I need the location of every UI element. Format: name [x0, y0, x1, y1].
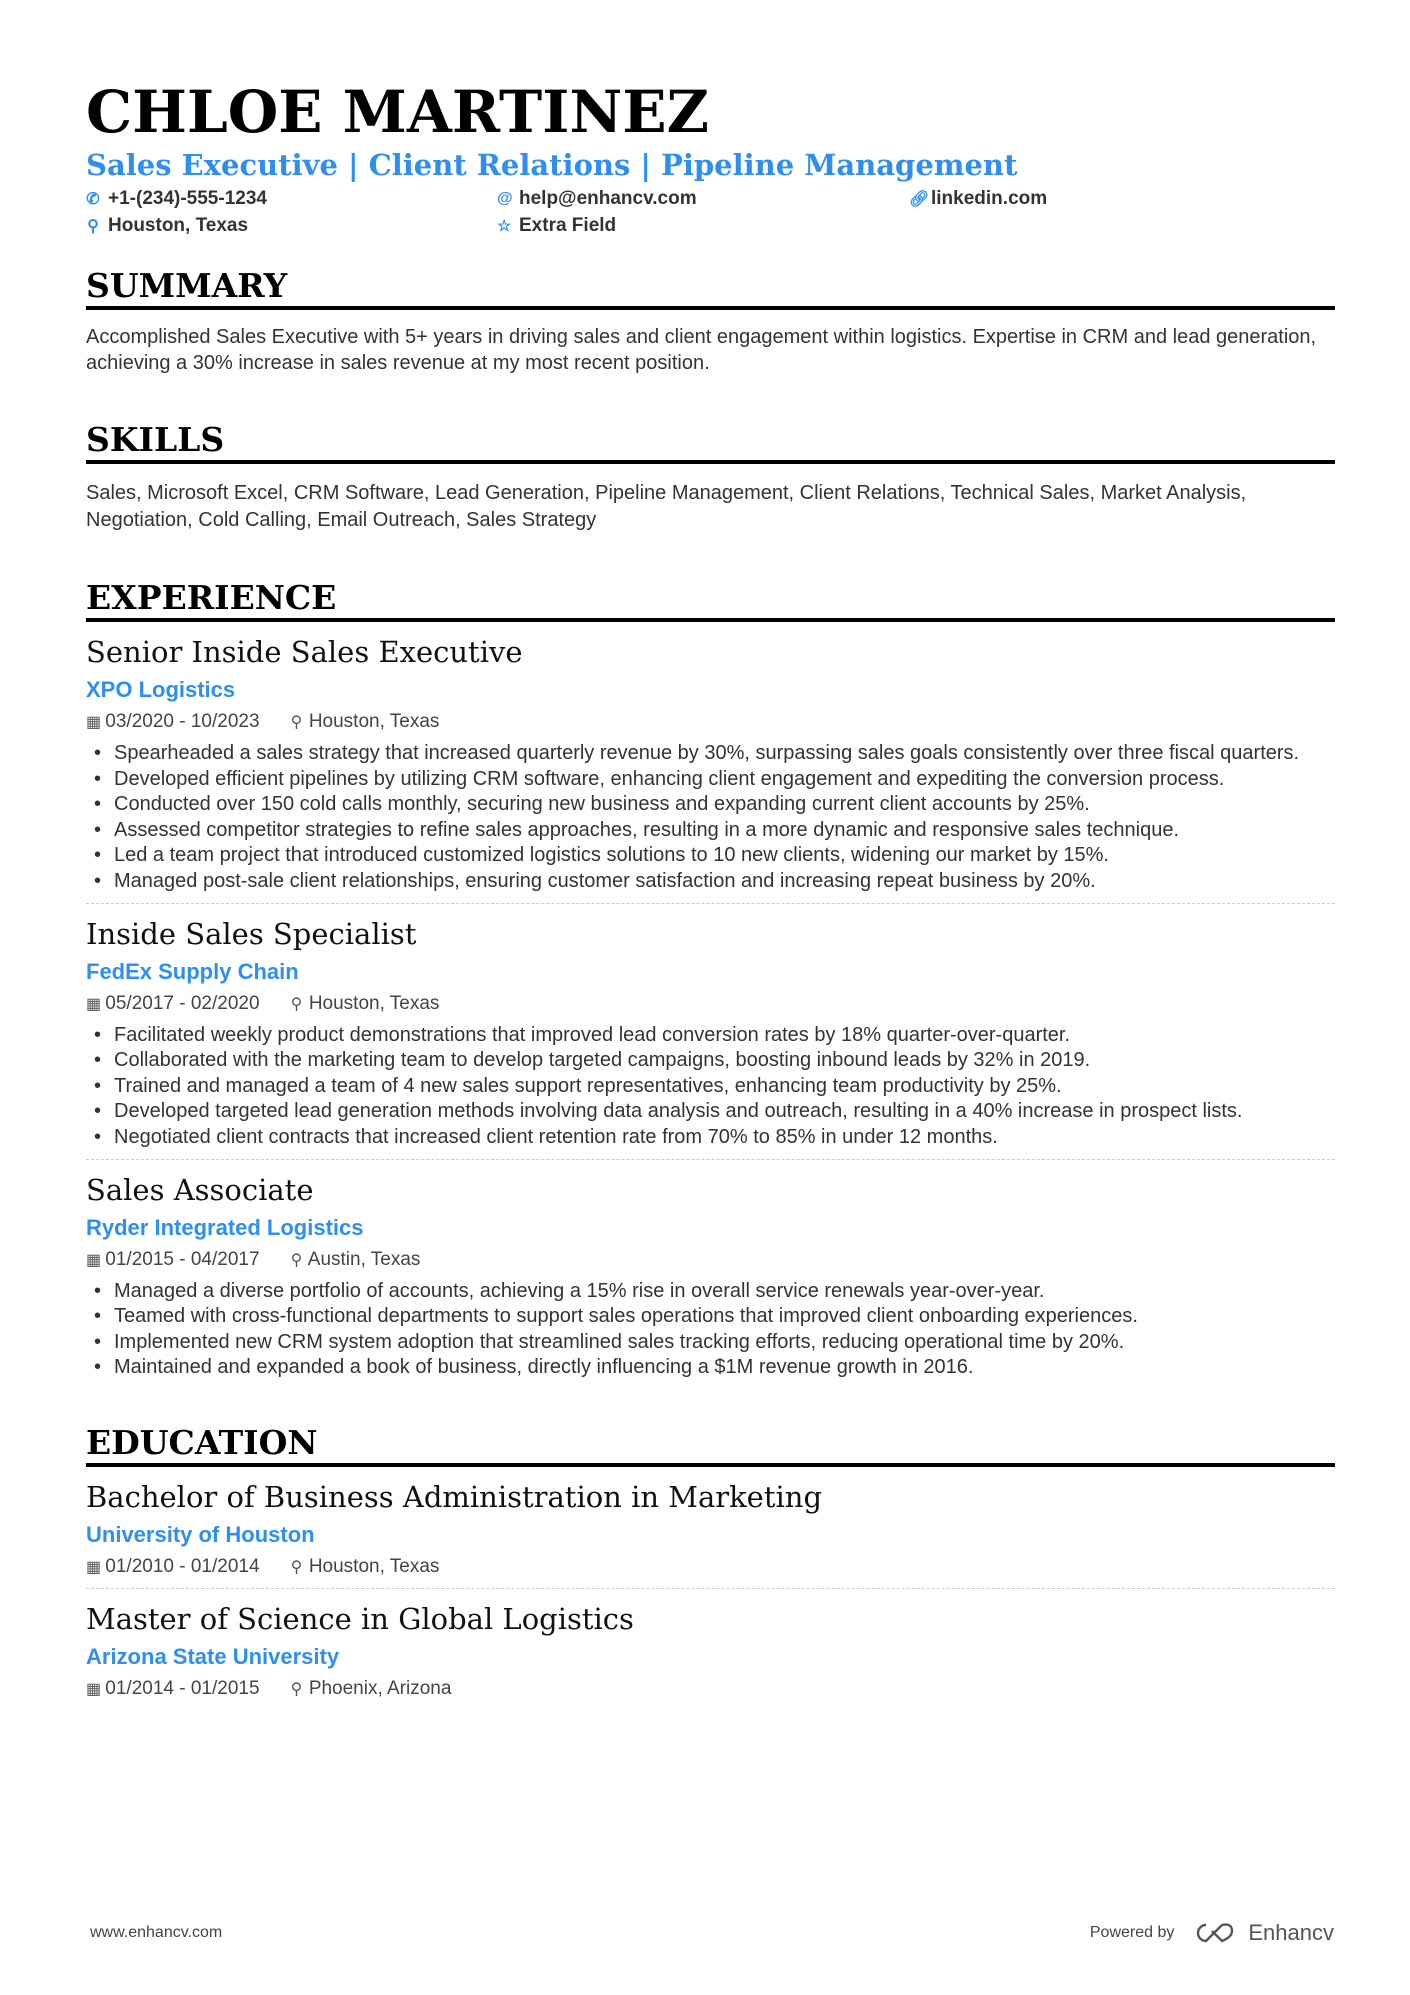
dates-text: 05/2017 - 02/2020: [105, 992, 260, 1014]
headline: Sales Executive | Client Relations | Pipeline Management: [86, 148, 1018, 182]
degree: Bachelor of Business Administration in Marketing: [86, 1479, 823, 1514]
experience-section: [86, 578, 1335, 1389]
linkedin[interactable]: [909, 188, 1309, 209]
at-icon: @: [497, 189, 513, 207]
extra-field: [497, 215, 909, 236]
brand-text: Enhancv: [1248, 1920, 1334, 1945]
enhancv-logo-icon: [1192, 1921, 1238, 1945]
company-name: FedEx Supply Chain: [86, 958, 299, 984]
email-text[interactable]: help@enhancv.com: [519, 187, 697, 209]
date-range: [86, 1248, 260, 1273]
bullet-item: • Maintained and expanded a book of business, directly influencing a $1M revenue growth in 2016.: [86, 1355, 1335, 1381]
dates-text: 01/2014 - 01/2015: [105, 1677, 260, 1699]
date-range: [86, 710, 260, 735]
footer: [90, 1920, 1334, 1946]
education-meta: [86, 1677, 1335, 1702]
powered-by: [1090, 1920, 1334, 1946]
location-text: Houston, Texas: [308, 992, 440, 1014]
date-range: [86, 1555, 260, 1580]
calendar-icon: ▦: [86, 714, 102, 731]
job-meta: [86, 1248, 1335, 1273]
bullet-item: • Implemented new CRM system adoption that streamlined sales tracking efforts, reducing operational time by 20%.: [86, 1330, 1335, 1356]
company-name: XPO Logistics: [86, 677, 236, 702]
dates-text: 01/2015 - 04/2017: [105, 1248, 260, 1270]
calendar-icon: ▦: [86, 995, 102, 1013]
candidate-name: CHLOE MARTINEZ: [86, 78, 709, 146]
location-text: Houston, Texas: [308, 711, 440, 732]
star-icon: ☆: [497, 217, 512, 235]
location-text: Houston, Texas: [108, 214, 249, 236]
bullet-item: • Developed targeted lead generation methods involving data analysis and outreach, resulting in a 40% increase in prospect lists.: [86, 1099, 1335, 1125]
location-pin-icon: ⚲: [290, 995, 303, 1013]
school-location: [290, 1677, 452, 1702]
location: [86, 215, 497, 236]
section-title: SKILLS: [86, 420, 1335, 464]
job-location: [290, 1248, 421, 1273]
job-meta: [86, 710, 1335, 735]
job-meta: [86, 992, 1335, 1017]
location-pin-icon: ⚲: [290, 1251, 303, 1269]
section-title: EXPERIENCE: [86, 578, 1335, 622]
experience-entry: [86, 904, 1335, 1160]
calendar-icon: ▦: [86, 1251, 102, 1269]
summary-text: Accomplished Sales Executive with 5+ years in driving sales and client engagement within logistics. Expertise in CRM and lead generation, achieving a 30% increase in sales revenue at my most recent position.: [86, 326, 1317, 374]
resume: [86, 78, 1335, 1710]
bullet-item: • Developed efficient pipelines by utilizing CRM software, enhancing client engagement and expediting the conversion process.: [86, 767, 1335, 793]
bullet-item: • Collaborated with the marketing team to develop targeted campaigns, boosting inbound leads by 32% in 2019.: [86, 1048, 1335, 1074]
website-link[interactable]: www.enhancv.com: [90, 1924, 223, 1941]
calendar-icon: ▦: [86, 1558, 102, 1576]
bullet-item: • Managed post-sale client relationships, ensuring customer satisfaction and increasing repeat business by 20%.: [86, 869, 1335, 895]
skills-text: Sales, Microsoft Excel, CRM Software, Lead Generation, Pipeline Management, Client Relations, Technical Sales, Market Analysis, Negotiation, Cold Calling, Email Outreach, Sales Strategy: [86, 482, 1247, 531]
experience-entry: [86, 1160, 1335, 1389]
bullet-list: [86, 1023, 1335, 1151]
section-title: SUMMARY: [86, 266, 1335, 310]
summary-section: [86, 266, 1335, 376]
linkedin-text[interactable]: linkedin.com: [931, 187, 1048, 209]
company-name: Ryder Integrated Logistics: [86, 1214, 364, 1240]
date-range: [86, 1677, 260, 1702]
job-title: Senior Inside Sales Executive: [86, 635, 523, 669]
job-title: Sales Associate: [86, 1172, 314, 1207]
dates-text: 03/2020 - 10/2023: [105, 711, 260, 732]
bullet-item: • Assessed competitor strategies to refine sales approaches, resulting in a more dynamic and responsive sales technique.: [86, 818, 1335, 844]
education-meta: [86, 1555, 1335, 1580]
bullet-item: • Led a team project that introduced customized logistics solutions to 10 new clients, widening our market by 15%.: [86, 843, 1335, 869]
location-text: Phoenix, Arizona: [308, 1677, 452, 1699]
experience-entry: [86, 622, 1335, 904]
bullet-item: • Negotiated client contracts that increased client retention rate from 70% to 85% in under 12 months.: [86, 1125, 1335, 1151]
contact-info: [86, 188, 1335, 236]
school-name: University of Houston: [86, 1521, 315, 1547]
degree: Master of Science in Global Logistics: [86, 1601, 634, 1636]
dates-text: 01/2010 - 01/2014: [105, 1555, 260, 1577]
skills-section: [86, 420, 1335, 534]
phone-text: +1-(234)-555-1234: [108, 187, 267, 209]
education-entry: [86, 1589, 1335, 1710]
enhancv-logo: [1192, 1920, 1334, 1946]
location-text: Austin, Texas: [307, 1248, 421, 1270]
phone: [86, 188, 497, 209]
bullet-item: • Spearheaded a sales strategy that increased quarterly revenue by 30%, surpassing sales goals consistently over three fiscal quarters.: [86, 741, 1335, 767]
location-text: Houston, Texas: [308, 1555, 440, 1577]
education-entry: [86, 1467, 1335, 1589]
extra-text: Extra Field: [519, 214, 617, 236]
section-title: EDUCATION: [86, 1423, 1335, 1467]
location-pin-icon: ⚲: [290, 1558, 303, 1576]
date-range: [86, 992, 260, 1017]
bullet-item: • Facilitated weekly product demonstrations that improved lead conversion rates by 18% quarter-over-quarter.: [86, 1023, 1335, 1049]
bullet-list: [86, 1279, 1335, 1381]
bullet-item: • Conducted over 150 cold calls monthly, securing new business and expanding current client accounts by 25%.: [86, 792, 1335, 818]
location-pin-icon: ⚲: [290, 1680, 303, 1698]
location-pin-icon: ⚲: [87, 217, 99, 235]
calendar-icon: ▦: [86, 1680, 102, 1698]
powered-by-text: Powered by: [1089, 1924, 1175, 1941]
school-location: [290, 1555, 440, 1580]
bullet-item: • Managed a diverse portfolio of accounts, achieving a 15% rise in overall service renewals year-over-year.: [86, 1279, 1335, 1305]
job-location: [290, 710, 440, 735]
email[interactable]: [497, 188, 909, 209]
link-icon: 🔗︎: [909, 190, 930, 208]
school-name: Arizona State University: [86, 1643, 340, 1669]
job-title: Inside Sales Specialist: [86, 916, 417, 951]
education-section: [86, 1423, 1335, 1710]
job-location: [290, 992, 440, 1017]
bullet-item: • Trained and managed a team of 4 new sales support representatives, enhancing team productivity by 25%.: [86, 1074, 1335, 1100]
phone-icon: ✆: [86, 190, 100, 208]
bullet-list: [86, 741, 1335, 895]
location-pin-icon: ⚲: [290, 714, 303, 731]
bullet-item: • Teamed with cross-functional departments to support sales operations that improved client onboarding experiences.: [86, 1304, 1335, 1330]
